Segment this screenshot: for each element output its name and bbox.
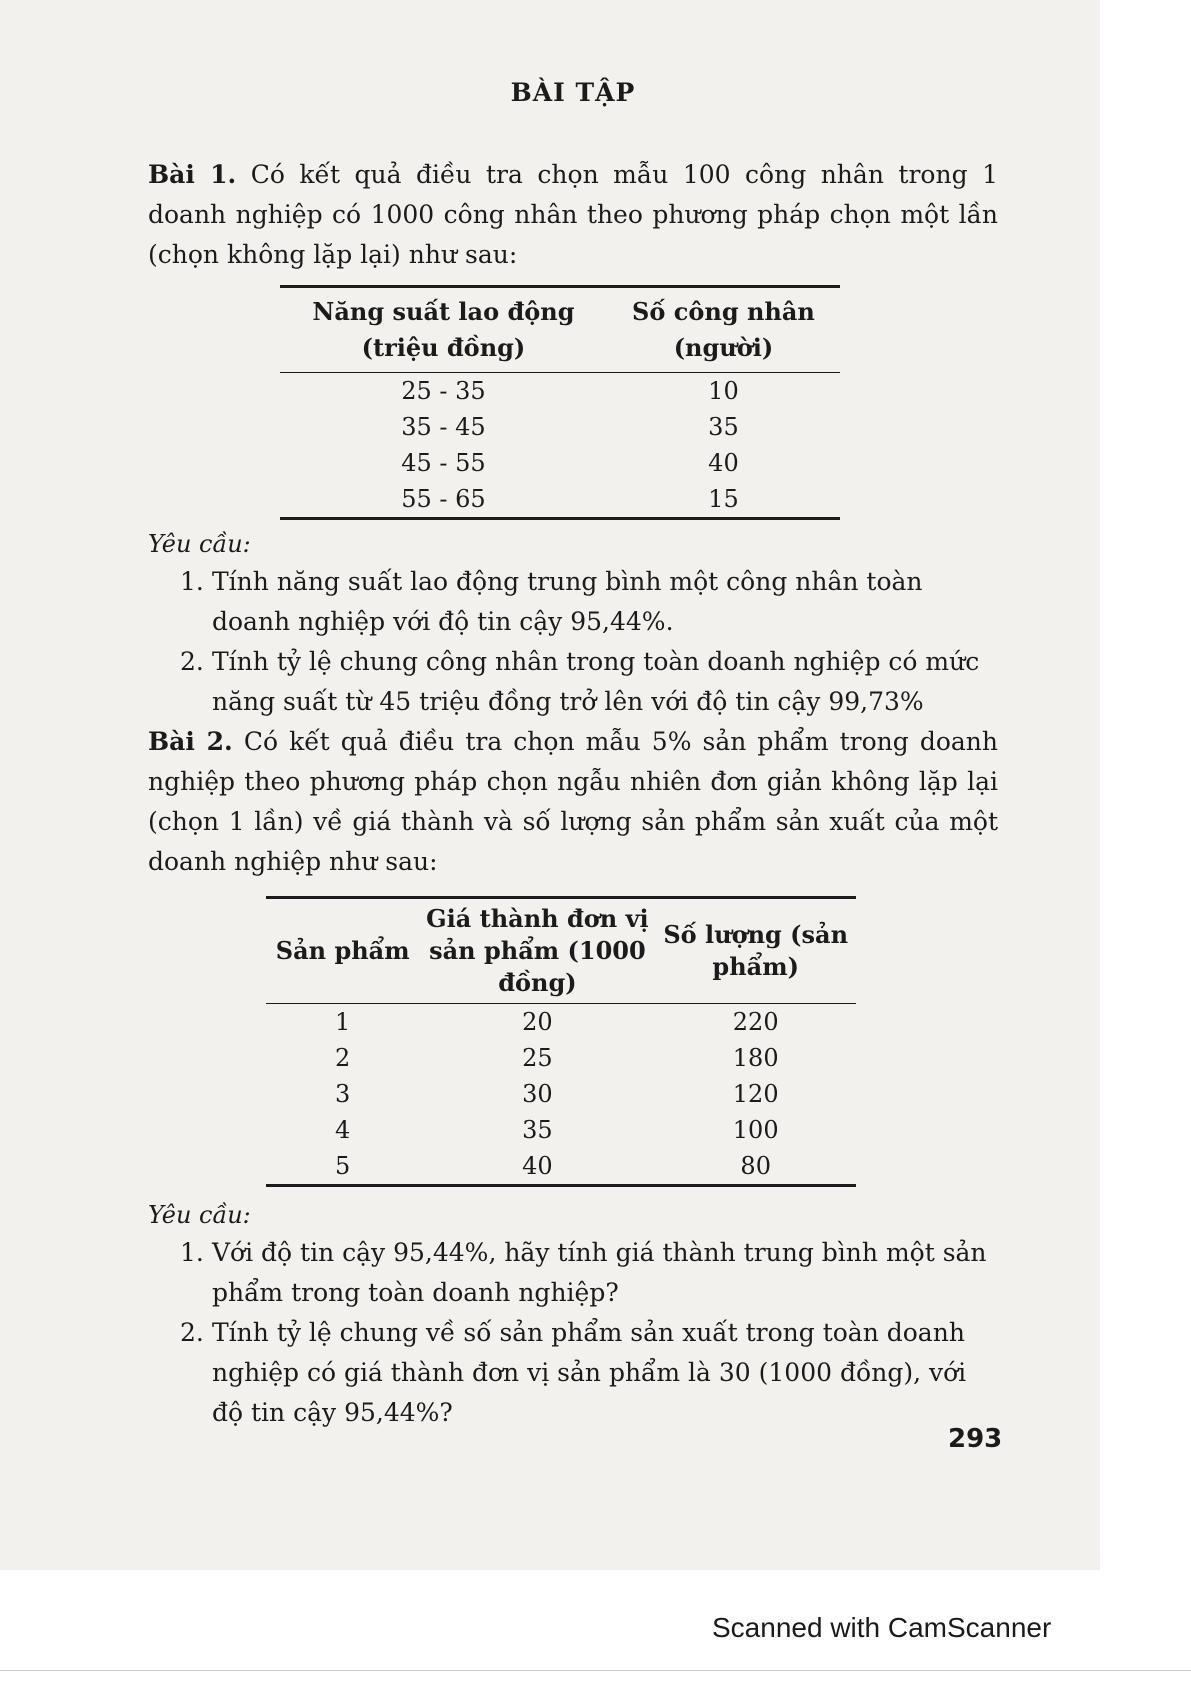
table-cell: 4 <box>335 1116 351 1144</box>
bai2-paragraph <box>148 722 998 882</box>
bai1-paragraph <box>148 155 998 275</box>
requirement-text: Với độ tin cậy 95,44%, hãy tính giá thành trung bình một sản phẩm trong toàn doanh nghiệp? <box>212 1238 987 1307</box>
table-cell: 3 <box>335 1080 351 1108</box>
table-cell: 45 - 55 <box>401 449 486 477</box>
table-row <box>280 481 840 519</box>
table-cell: 5 <box>335 1152 351 1180</box>
table-cell: 120 <box>732 1080 779 1108</box>
bai1-requirements <box>148 562 998 722</box>
bai2-requirements <box>148 1233 998 1433</box>
table-header-row <box>266 898 856 1004</box>
bai2-header-quantity: Số lượng (sản phẩm) <box>655 898 856 1004</box>
table-cell: 25 <box>522 1044 553 1072</box>
requirement-text: Tính tỷ lệ chung về số sản phẩm sản xuất trong toàn doanh nghiệp có giá thành đơn vị sản phẩm là 30 (1000 đồng), với độ tin cậy 95,44%? <box>212 1318 967 1427</box>
table-header-row <box>280 287 840 373</box>
table-row <box>266 1148 856 1186</box>
table-cell: 20 <box>522 1008 553 1036</box>
bai2-requirements-title: Yêu cầu: <box>148 1201 251 1229</box>
requirement-text: Tính tỷ lệ chung công nhân trong toàn doanh nghiệp có mức năng suất từ 45 triệu đồng trở lên với độ tin cậy 99,73% <box>212 647 980 716</box>
table-cell: 220 <box>732 1008 779 1036</box>
list-item <box>148 1233 998 1313</box>
requirement-number: 2. <box>180 1318 204 1347</box>
bai1-header-productivity: Năng suất lao động (triệu đồng) <box>280 287 607 373</box>
table-cell: 35 <box>708 413 739 441</box>
table-cell: 25 - 35 <box>401 377 486 405</box>
table-row <box>280 373 840 410</box>
bai2-table <box>266 896 856 1187</box>
table-cell: 40 <box>708 449 739 477</box>
table-row <box>266 1004 856 1041</box>
camscanner-footer: Scanned with CamScanner <box>712 1612 1052 1643</box>
table-cell: 30 <box>522 1080 553 1108</box>
bai2-text: Có kết quả điều tra chọn mẫu 5% sản phẩm trong doanh nghiệp theo phương pháp chọn ngẫu nhiên đơn giản không lặp lại (chọn 1 lần) về giá thành và số lượng sản phẩm sản xuất của một doanh nghiệp như sau: <box>148 727 998 876</box>
bai1-table <box>280 285 840 520</box>
table-cell: 100 <box>732 1116 779 1144</box>
list-item <box>148 642 998 722</box>
requirement-number: 2. <box>180 647 204 676</box>
table-row <box>266 1112 856 1148</box>
bai1-header-workers: Số công nhân (người) <box>607 287 840 373</box>
table-row <box>266 1040 856 1076</box>
bai1-requirements-title: Yêu cầu: <box>148 530 251 558</box>
table-cell: 80 <box>740 1152 771 1180</box>
bottom-divider <box>0 1670 1191 1671</box>
list-item <box>148 1313 998 1433</box>
table-row <box>280 445 840 481</box>
table-cell: 55 - 65 <box>401 485 486 513</box>
table-cell: 1 <box>335 1008 351 1036</box>
list-item <box>148 562 998 642</box>
requirement-number: 1. <box>180 567 204 596</box>
table-row <box>280 409 840 445</box>
table-cell: 180 <box>732 1044 779 1072</box>
page-heading: BÀI TẬP <box>510 78 636 107</box>
page-number: 293 <box>948 1424 1003 1454</box>
requirement-number: 1. <box>180 1238 204 1267</box>
table-cell: 40 <box>522 1152 553 1180</box>
bai2-header-unit-cost: Giá thành đơn vị sản phẩm (1000 đồng) <box>419 898 655 1004</box>
table-cell: 15 <box>708 485 739 513</box>
table-cell: 10 <box>708 377 739 405</box>
page-content <box>148 70 998 1433</box>
bai1-text: Có kết quả điều tra chọn mẫu 100 công nhân trong 1 doanh nghiệp có 1000 công nhân theo phương pháp chọn một lần (chọn không lặp lại) như sau: <box>148 160 998 269</box>
table-cell: 35 - 45 <box>401 413 486 441</box>
bai1-label: Bài 1. <box>148 160 237 189</box>
requirement-text: Tính năng suất lao động trung bình một công nhân toàn doanh nghiệp với độ tin cậy 95,44%. <box>212 567 923 636</box>
bai2-label: Bài 2. <box>148 727 233 756</box>
table-cell: 35 <box>522 1116 553 1144</box>
table-cell: 2 <box>335 1044 351 1072</box>
bai2-header-product: Sản phẩm <box>266 898 419 1004</box>
table-row <box>266 1076 856 1112</box>
